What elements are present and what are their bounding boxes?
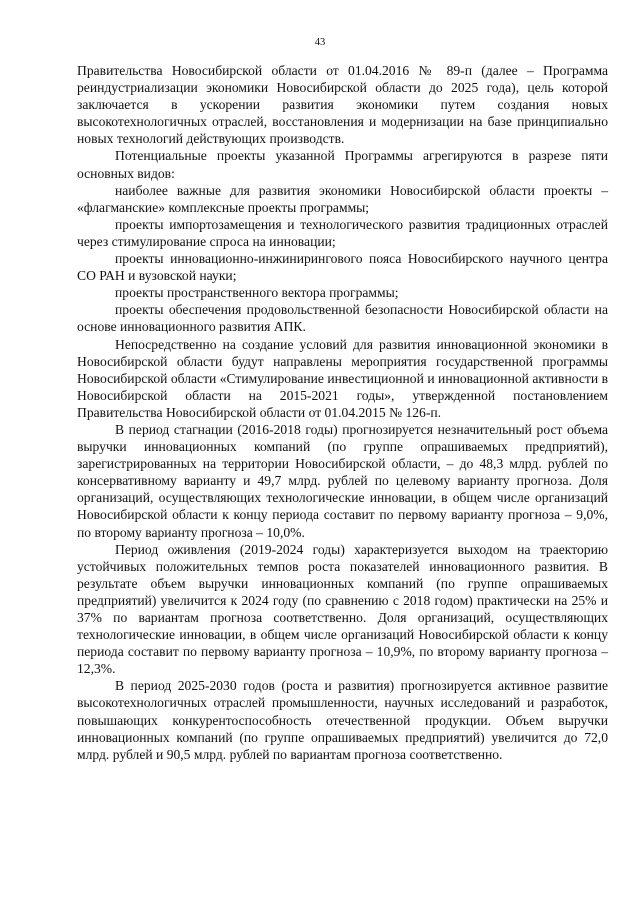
paragraph-stagnation-period: В период стагнации (2016-2018 годы) прогнозируется незначительный рост объема выручки инновационных компаний (по группе опрашиваемых предприятий), зарегистрированных на территории Новосибирской области, – до 48,3 млрд. рублей по консервативному варианту и 49,7 млрд. рублей по целевому варианту прогноза. Доля организаций, осуществляющих технологические инновации, в общем числе организаций Новосибирской области к концу периода составит по первому варианту прогноза – 9,0%, по второму варианту прогноза – 10,0%. <box>77 421 608 540</box>
paragraph-food-security: проекты обеспечения продовольственной безопасности Новосибирской области на основе инновационного развития АПК. <box>77 302 608 335</box>
document-body <box>77 62 608 763</box>
paragraph-recovery-period: Период оживления (2019-2024 годы) характеризуется выходом на траекторию устойчивых положительных темпов роста показателей инновационного развития. В результате объем выручки инновационных компаний (по группе опрашиваемых предприятий) увеличится к 2024 году (по сравнению с 2018 годом) практически на 25% и 37% по вариантам прогноза соответственно. Доля организаций, осуществляющих технологические инновации, в общем числе организаций Новосибирской области к концу периода составит по первому варианту прогноза – 10,9%, по второму варианту прогноза – 12,3%. <box>77 541 608 677</box>
paragraph-state-program: Непосредственно на создание условий для развития инновационной экономики в Новосибирской области будут направлены мероприятия государственной программы Новосибирской области «Стимулирование инвестиционной и инновационной активности в Новосибирской области на 2015-2021 годы», утвержденной постановлением Правительства Новосибирской области от 01.04.2015 № 126-п. <box>77 336 608 420</box>
paragraph-flagship-projects: наиболее важные для развития экономики Новосибирской области проекты – «флагманские» комплексные проекты программы; <box>77 182 608 215</box>
paragraph-import-substitution: проекты импортозамещения и технологического развития традиционных отраслей через стимулирование спроса на инновации; <box>77 216 608 249</box>
paragraph-program-intro: Правительства Новосибирской области от 01.04.2016 № 89-п (далее – Программа реиндустриализации экономики Новосибирской области до 2025 года), цель которой заключается в ускорении развития экономики путем создания новых высокотехнологичных отраслей, восстановления и модернизации на базе принципиально новых технологий действующих производств. <box>77 63 608 147</box>
paragraph-growth-period: В период 2025-2030 годов (роста и развития) прогнозируется активное развитие высокотехнологичных отраслей промышленности, научных исследований и разработок, повышающих конкурентоспособность отечественной продукции. Объем выручки инновационных компаний (по группе опрашиваемых предприятий) увеличится до 72,0 млрд. рублей и 90,5 млрд. рублей по вариантам прогноза соответственно. <box>77 678 608 762</box>
paragraph-project-types: Потенциальные проекты указанной Программы агрегируются в разрезе пяти основных видов: <box>77 148 608 181</box>
page-number: 43 <box>314 37 326 48</box>
paragraph-engineering-belt: проекты инновационно-инжинирингового пояса Новосибирского научного центра СО РАН и вузовской науки; <box>77 251 608 284</box>
paragraph-spatial-vector: проекты пространственного вектора программы; <box>115 285 399 301</box>
